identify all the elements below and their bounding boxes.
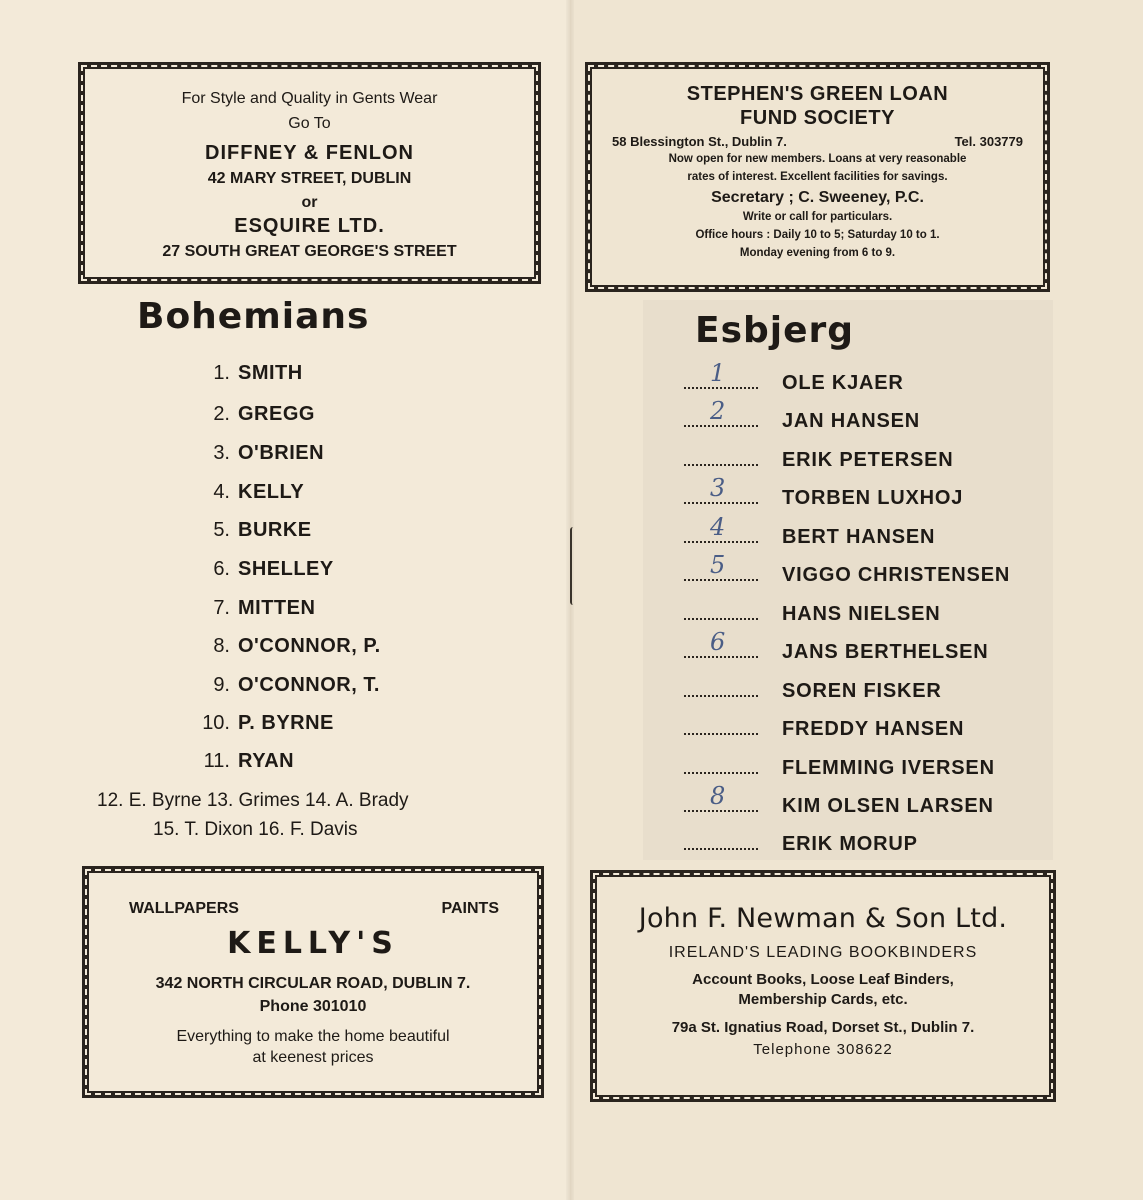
handwritten-number: 4 — [710, 513, 726, 541]
player-name: BURKE — [238, 519, 312, 541]
player-number: 4. — [213, 481, 230, 503]
ad-line: IRELAND'S LEADING BOOKBINDERS — [668, 944, 978, 962]
ad-line: Everything to make the home beautiful — [176, 1027, 450, 1045]
list-item — [684, 513, 936, 549]
player-name: KIM OLSEN LARSEN — [782, 795, 994, 817]
list-item — [190, 750, 294, 773]
player-number: 9. — [213, 674, 230, 696]
ad-john-f-newman — [590, 870, 1056, 1102]
player-number: 10. — [202, 712, 230, 734]
player-name: MITTEN — [238, 597, 316, 619]
ad-line: at keenest prices — [252, 1048, 374, 1066]
list-item — [190, 712, 334, 735]
player-name: VIGGO CHRISTENSEN — [782, 564, 1011, 586]
player-number: 3. — [213, 442, 230, 464]
player-name: FREDDY HANSEN — [782, 718, 965, 740]
ad-line: Now open for new members. Loans at very reasonable — [668, 152, 967, 165]
list-item — [190, 674, 380, 697]
dotted-line — [684, 359, 758, 389]
dotted-line — [684, 758, 758, 774]
player-name: O'CONNOR, P. — [238, 635, 381, 657]
ad-heading: DIFFNEY & FENLON — [205, 142, 414, 165]
player-name: O'BRIEN — [238, 442, 325, 464]
ad-address: 58 Blessington St., Dublin 7. — [612, 134, 787, 149]
list-item — [684, 397, 921, 433]
esbjerg-team-title: Esbjerg — [695, 310, 855, 351]
dotted-line — [684, 834, 758, 850]
player-name: ERIK MORUP — [782, 833, 918, 855]
ad-line: Monday evening from 6 to 9. — [739, 247, 896, 260]
player-name: HANS NIELSEN — [782, 603, 941, 625]
bohemians-team-title: Bohemians — [137, 296, 370, 337]
player-name: SOREN FISKER — [782, 680, 942, 702]
player-name: KELLY — [238, 481, 305, 503]
dotted-line — [684, 551, 758, 581]
ad-line: Go To — [288, 115, 331, 133]
handwritten-number: 3 — [710, 474, 726, 502]
dotted-line — [684, 628, 758, 658]
handwritten-number: 8 — [710, 782, 726, 810]
ad-top-row — [89, 899, 537, 918]
player-number: 7. — [213, 597, 230, 619]
player-number: 1. — [213, 362, 230, 384]
handwritten-number: 1 — [710, 359, 726, 387]
ad-heading: KELLY'S — [227, 926, 399, 962]
ad-line: or — [301, 193, 318, 211]
list-item — [684, 449, 954, 472]
list-item — [684, 718, 964, 741]
ad-line: Account Books, Loose Leaf Binders, — [692, 970, 954, 988]
player-name: TORBEN LUXHOJ — [782, 487, 964, 509]
list-item — [190, 403, 315, 426]
dotted-line — [684, 681, 758, 697]
ad-line: Write or call for particulars. — [742, 210, 893, 223]
list-item — [190, 597, 315, 620]
dotted-line — [684, 397, 758, 427]
bohemians-subs-line: 15. T. Dixon 16. F. Davis — [153, 819, 358, 840]
player-name: OLE KJAER — [782, 372, 904, 394]
player-name: GREGG — [238, 403, 315, 425]
ad-heading: STEPHEN'S GREEN LOAN — [686, 83, 949, 105]
dotted-line — [684, 719, 758, 735]
player-name: SHELLEY — [238, 558, 334, 580]
handwritten-number: 5 — [710, 551, 726, 579]
ad-line: Membership Cards, etc. — [738, 990, 908, 1008]
list-item — [684, 757, 995, 780]
list-item — [190, 481, 304, 504]
list-item — [684, 551, 1011, 587]
ad-address: 342 NORTH CIRCULAR ROAD, DUBLIN 7. — [155, 975, 471, 993]
ad-telephone: Phone 301010 — [259, 998, 367, 1016]
list-item — [684, 782, 994, 818]
dotted-line — [684, 513, 758, 543]
ad-heading: ESQUIRE LTD. — [234, 214, 385, 237]
list-item — [190, 519, 312, 542]
dotted-line — [684, 474, 758, 504]
list-item — [684, 833, 918, 856]
list-item — [684, 359, 904, 395]
player-number: 6. — [213, 558, 230, 580]
ad-line: rates of interest. Excellent facilities for savings. — [687, 170, 948, 183]
player-name: SMITH — [238, 362, 303, 384]
dotted-line — [684, 450, 758, 466]
player-name: JANS BERTHELSEN — [782, 641, 989, 663]
list-item — [684, 628, 989, 664]
player-number: 8. — [213, 635, 230, 657]
ad-line: 27 SOUTH GREAT GEORGE'S STREET — [162, 242, 457, 260]
dotted-line — [684, 782, 758, 812]
ad-heading: John F. Newman & Son Ltd. — [638, 903, 1008, 934]
player-name: BERT HANSEN — [782, 526, 936, 548]
player-name: FLEMMING IVERSEN — [782, 757, 995, 779]
ad-secretary: Secretary ; C. Sweeney, P.C. — [711, 189, 924, 207]
list-item — [190, 558, 334, 581]
handwritten-number: 2 — [710, 397, 726, 425]
staple — [570, 527, 576, 605]
ad-address: 79a St. Ignatius Road, Dorset St., Dublin 7. — [671, 1018, 975, 1036]
player-name: P. BYRNE — [238, 712, 334, 734]
list-item — [190, 362, 303, 385]
player-number: 11. — [203, 750, 230, 772]
dotted-line — [684, 604, 758, 620]
list-item — [684, 474, 964, 510]
handwritten-number: 6 — [710, 628, 726, 656]
ad-kellys — [82, 866, 544, 1098]
list-item — [684, 603, 941, 626]
list-item — [190, 442, 324, 465]
ad-telephone: Tel. 303779 — [954, 134, 1023, 149]
list-item — [684, 680, 942, 703]
ad-line: 42 MARY STREET, DUBLIN — [207, 170, 412, 188]
ad-line: For Style and Quality in Gents Wear — [181, 90, 438, 107]
ad-line: WALLPAPERS — [129, 900, 239, 917]
ad-line: Office hours : Daily 10 to 5; Saturday 10 to 1. — [695, 228, 940, 241]
player-number: 5. — [213, 519, 230, 541]
ad-address-row — [592, 134, 1043, 150]
player-name: JAN HANSEN — [782, 410, 921, 432]
player-name: O'CONNOR, T. — [238, 674, 380, 696]
ad-stephens-green-loan — [585, 62, 1050, 292]
bohemians-subs-line: 12. E. Byrne 13. Grimes 14. A. Brady — [97, 790, 409, 811]
player-number: 2. — [213, 403, 230, 425]
list-item — [190, 635, 381, 658]
player-name: ERIK PETERSEN — [782, 449, 954, 471]
ad-heading: FUND SOCIETY — [740, 107, 895, 129]
player-name: RYAN — [238, 750, 295, 772]
ad-diffney-fenlon — [78, 62, 541, 284]
ad-telephone: Telephone 308622 — [753, 1040, 893, 1058]
ad-line: PAINTS — [441, 900, 499, 917]
